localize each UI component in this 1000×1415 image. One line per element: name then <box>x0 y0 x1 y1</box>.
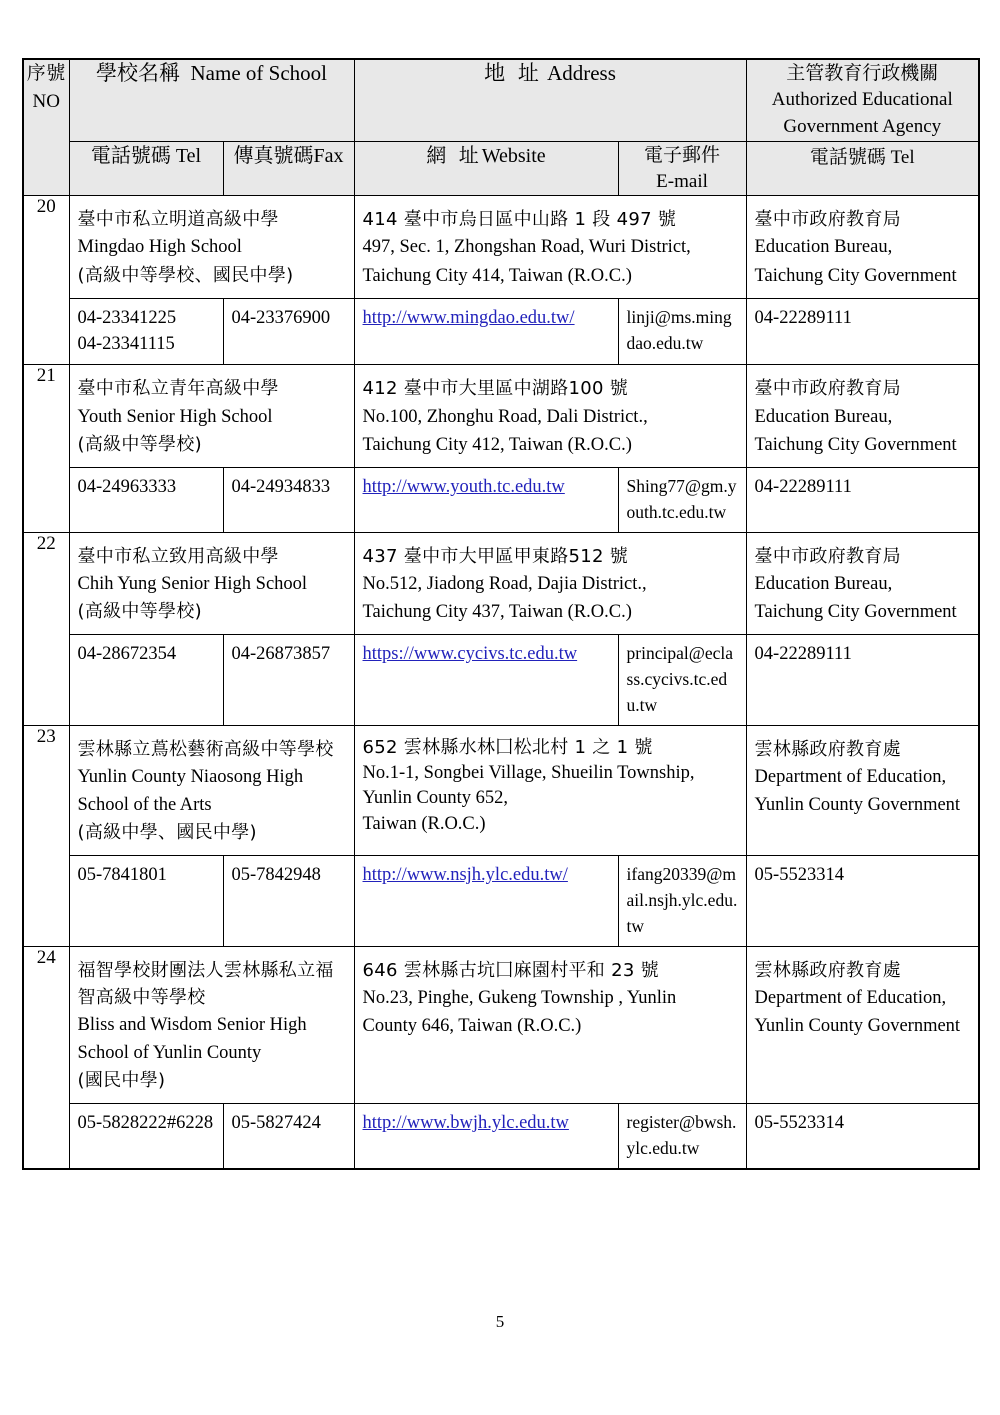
address-en-3: Taiwan (R.O.C.) <box>362 813 486 834</box>
school-name-en: Bliss and Wisdom Senior High School of Yunlin County <box>77 1015 307 1064</box>
header-email-en: E-mail <box>656 170 708 192</box>
row-no-cell <box>23 532 69 725</box>
school-name-en: Yunlin County Niaosong High School of the Arts <box>77 767 304 816</box>
row-no: 24 <box>36 946 56 968</box>
table-row <box>23 196 979 299</box>
school-name-cn: 福智學校財團法人雲林縣私立福智高級中等學校 <box>77 959 334 1008</box>
tel-wrap <box>70 635 223 674</box>
header-no <box>23 59 69 196</box>
agency-cn: 臺中市政府教育局 <box>754 545 901 567</box>
agency-en1: Education Bureau, <box>754 237 893 258</box>
website-wrap <box>355 1104 618 1143</box>
address-en-2: Taichung City 437, Taiwan (R.O.C.) <box>362 602 632 623</box>
email-value: register@bwsh.ylc.edu.tw <box>626 1111 737 1158</box>
header-email-cn: 電子郵件 <box>644 143 721 166</box>
row-no-cell <box>23 365 69 532</box>
header-agency-en2: Government Agency <box>783 115 942 137</box>
header-agency-tel <box>746 141 979 195</box>
email-value: linji@ms.mingdao.edu.tw <box>626 306 732 353</box>
website-cell <box>354 467 618 532</box>
email-value: Shing77@gm.youth.tc.edu.tw <box>626 475 737 522</box>
agency-en2: Yunlin County Government <box>754 1015 961 1036</box>
school-name-cell <box>69 946 354 1103</box>
table-row-contact <box>23 855 979 946</box>
header-address-cn: 地 址 <box>484 61 542 85</box>
address-wrap <box>355 365 746 467</box>
header-agency-tel-cn: 電話號碼 <box>809 145 886 168</box>
tel-1: 05-5828222#6228 <box>77 1112 214 1133</box>
tel-1: 05-7841801 <box>77 864 167 885</box>
row-no-cell <box>23 946 69 1169</box>
fax-cell <box>223 635 354 726</box>
school-directory-table <box>22 58 980 1170</box>
school-level: (高級中等學校) <box>77 433 202 455</box>
agency-wrap <box>747 533 979 635</box>
agency-tel-cell <box>746 1103 979 1168</box>
agency-en1: Education Bureau, <box>754 574 893 595</box>
address-cell <box>354 725 746 855</box>
email-cell <box>618 298 746 365</box>
header-no-cn: 序號 <box>26 62 66 84</box>
agency-tel-value: 05-5523314 <box>754 864 844 885</box>
header-fax-en: Fax <box>313 144 344 167</box>
header-agency-en1: Authorized Educational <box>771 88 953 110</box>
row-no: 20 <box>36 196 56 218</box>
agency-en1: Department of Education, <box>754 987 947 1008</box>
website-wrap <box>355 856 618 895</box>
school-name-cn: 臺中市私立致用高級中學 <box>77 545 279 567</box>
table-row-contact <box>23 298 979 365</box>
table-row <box>23 725 979 855</box>
header-website <box>354 141 618 195</box>
school-name-wrap <box>70 726 354 855</box>
address-cell <box>354 946 746 1103</box>
row-no: 21 <box>36 365 56 387</box>
agency-tel-value: 05-5523314 <box>754 1112 844 1133</box>
table-header <box>23 59 979 196</box>
address-cn: 652 雲林縣水林囗松北村 1 之 1 號 <box>362 736 653 758</box>
website-wrap <box>355 635 618 674</box>
header-address <box>354 59 746 141</box>
website-cell <box>354 635 618 726</box>
header-email <box>618 141 746 195</box>
tel-1: 04-24963333 <box>77 476 177 497</box>
tel-wrap <box>70 299 223 365</box>
address-wrap <box>355 726 746 845</box>
agency-tel-cell <box>746 298 979 365</box>
school-name-cell <box>69 196 354 299</box>
address-cell <box>354 365 746 468</box>
table-row <box>23 946 979 1103</box>
agency-wrap <box>747 947 979 1049</box>
fax-value: 04-26873857 <box>231 644 331 665</box>
header-tel <box>69 141 223 195</box>
website-link[interactable]: http://www.youth.tc.edu.tw <box>362 476 565 497</box>
agency-tel-cell <box>746 635 979 726</box>
header-school-name <box>69 59 354 141</box>
agency-en2: Taichung City Government <box>754 265 957 286</box>
school-name-cn: 臺中市私立青年高級中學 <box>77 378 279 400</box>
address-en-2: County 646, Taiwan (R.O.C.) <box>362 1015 582 1036</box>
school-name-cn: 臺中市私立明道高級中學 <box>77 209 279 231</box>
agency-en1: Education Bureau, <box>754 406 893 427</box>
school-name-cell <box>69 365 354 468</box>
table-row-contact <box>23 635 979 726</box>
school-name-en: Mingdao High School <box>77 237 242 258</box>
header-tel-en: Tel <box>175 144 202 167</box>
header-website-cn: 網 址 <box>426 142 482 167</box>
website-wrap <box>355 468 618 507</box>
header-tel-cn: 電話號碼 <box>90 142 171 167</box>
school-name-wrap <box>70 365 354 466</box>
fax-value: 04-23376900 <box>231 307 331 328</box>
address-wrap <box>355 947 746 1049</box>
address-en-1: No.512, Jiadong Road, Dajia District., <box>362 574 647 595</box>
fax-cell <box>223 467 354 532</box>
header-row-2 <box>23 141 979 195</box>
address-cn: 414 臺中市烏日區中山路 1 段 497 號 <box>362 209 677 231</box>
address-en-1: No.100, Zhonghu Road, Dali District., <box>362 406 648 427</box>
agency-cell <box>746 946 979 1103</box>
email-value: ifang20339@mail.nsjh.ylc.edu.tw <box>626 863 738 936</box>
table-row <box>23 532 979 635</box>
school-level: (高級中等學校) <box>77 601 202 623</box>
table-row-contact <box>23 467 979 532</box>
header-fax-cn: 傳真號碼 <box>233 142 314 167</box>
tel-2: 04-23341115 <box>77 334 175 355</box>
agency-en2: Taichung City Government <box>754 434 957 455</box>
website-link[interactable]: http://www.nsjh.ylc.edu.tw/ <box>362 864 568 885</box>
agency-wrap <box>747 196 979 298</box>
school-name-en: Chih Yung Senior High School <box>77 574 308 595</box>
agency-cn: 臺中市政府教育局 <box>754 209 901 231</box>
tel-cell <box>69 467 223 532</box>
fax-cell <box>223 1103 354 1168</box>
address-wrap <box>355 196 746 298</box>
school-level: (高級中學、國民中學) <box>77 822 257 844</box>
tel-cell <box>69 635 223 726</box>
header-school-name-en: Name of School <box>190 61 327 85</box>
school-level: (國民中學) <box>77 1070 166 1092</box>
email-value: principal@eclass.cycivs.tc.edu.tw <box>626 643 733 716</box>
agency-tel-cell <box>746 855 979 946</box>
tel-wrap <box>70 1104 223 1143</box>
address-cell <box>354 532 746 635</box>
agency-cell <box>746 196 979 299</box>
address-cell <box>354 196 746 299</box>
agency-tel-value: 04-22289111 <box>754 307 852 328</box>
agency-cell <box>746 725 979 855</box>
address-en-2: Yunlin County 652, <box>362 788 508 809</box>
email-cell <box>618 855 746 946</box>
agency-tel-value: 04-22289111 <box>754 644 852 665</box>
header-agency-tel-en: Tel <box>890 146 915 168</box>
school-name-wrap <box>70 947 354 1103</box>
email-cell <box>618 635 746 726</box>
header-address-en: Address <box>547 61 616 85</box>
row-no: 22 <box>36 532 56 554</box>
table-row-contact <box>23 1103 979 1168</box>
email-cell <box>618 467 746 532</box>
header-no-en: NO <box>32 90 60 112</box>
website-cell <box>354 855 618 946</box>
fax-value: 05-7842948 <box>231 864 321 885</box>
tel-wrap <box>70 468 223 507</box>
agency-cn: 雲林縣政府教育處 <box>754 738 901 760</box>
page-number: 5 <box>495 1312 505 1331</box>
tel-wrap <box>70 856 223 895</box>
header-school-name-cn: 學校名稱 <box>96 61 181 85</box>
website-link[interactable]: http://www.bwjh.ylc.edu.tw <box>362 1112 569 1133</box>
header-fax <box>223 141 354 195</box>
agency-tel-value: 04-22289111 <box>754 476 852 497</box>
website-cell <box>354 1103 618 1168</box>
address-cn: 646 雲林縣古坑囗麻園村平和 23 號 <box>362 959 659 981</box>
website-wrap <box>355 299 618 338</box>
school-name-wrap <box>70 196 354 297</box>
website-link[interactable]: http://www.mingdao.edu.tw/ <box>362 307 575 328</box>
table-row <box>23 365 979 468</box>
row-no: 23 <box>36 725 56 747</box>
agency-en2: Yunlin County Government <box>754 795 961 816</box>
school-name-en: Youth Senior High School <box>77 406 273 427</box>
agency-en2: Taichung City Government <box>754 602 957 623</box>
address-cn: 437 臺中市大甲區甲東路512 號 <box>362 545 629 567</box>
agency-wrap <box>747 365 979 467</box>
school-name-wrap <box>70 533 354 634</box>
website-cell <box>354 298 618 365</box>
agency-cn: 雲林縣政府教育處 <box>754 959 901 981</box>
row-no-cell <box>23 196 69 365</box>
tel-1: 04-28672354 <box>77 644 177 665</box>
fax-value: 05-5827424 <box>231 1112 321 1133</box>
address-cn: 412 臺中市大里區中湖路100 號 <box>362 378 629 400</box>
address-en-1: No.1-1, Songbei Village, Shueilin Township, <box>362 762 695 783</box>
address-en-2: Taichung City 414, Taiwan (R.O.C.) <box>362 265 632 286</box>
header-row-1 <box>23 59 979 141</box>
agency-cell <box>746 365 979 468</box>
row-no-cell <box>23 725 69 946</box>
address-en-1: No.23, Pinghe, Gukeng Township , Yunlin <box>362 987 677 1008</box>
tel-cell <box>69 298 223 365</box>
fax-cell <box>223 298 354 365</box>
address-en-1: 497, Sec. 1, Zhongshan Road, Wuri District, <box>362 237 691 258</box>
school-name-cn: 雲林縣立蔦松藝術高級中等學校 <box>77 738 334 760</box>
fax-cell <box>223 855 354 946</box>
header-website-en: Website <box>481 144 546 167</box>
tel-cell <box>69 1103 223 1168</box>
school-name-cell <box>69 725 354 855</box>
school-level: (高級中等學校、國民中學) <box>77 264 294 286</box>
tel-cell <box>69 855 223 946</box>
header-agency <box>746 59 979 141</box>
address-wrap <box>355 533 746 635</box>
agency-tel-cell <box>746 467 979 532</box>
school-name-cell <box>69 532 354 635</box>
agency-en1: Department of Education, <box>754 767 947 788</box>
tel-1: 04-23341225 <box>77 307 177 328</box>
fax-value: 04-24934833 <box>231 476 331 497</box>
agency-cell <box>746 532 979 635</box>
table-body <box>23 196 979 1169</box>
agency-wrap <box>747 726 979 828</box>
agency-cn: 臺中市政府教育局 <box>754 378 901 400</box>
website-link[interactable]: https://www.cycivs.tc.edu.tw <box>362 644 578 665</box>
email-cell <box>618 1103 746 1168</box>
address-en-2: Taichung City 412, Taiwan (R.O.C.) <box>362 434 632 455</box>
header-agency-cn: 主管教育行政機關 <box>786 62 939 84</box>
